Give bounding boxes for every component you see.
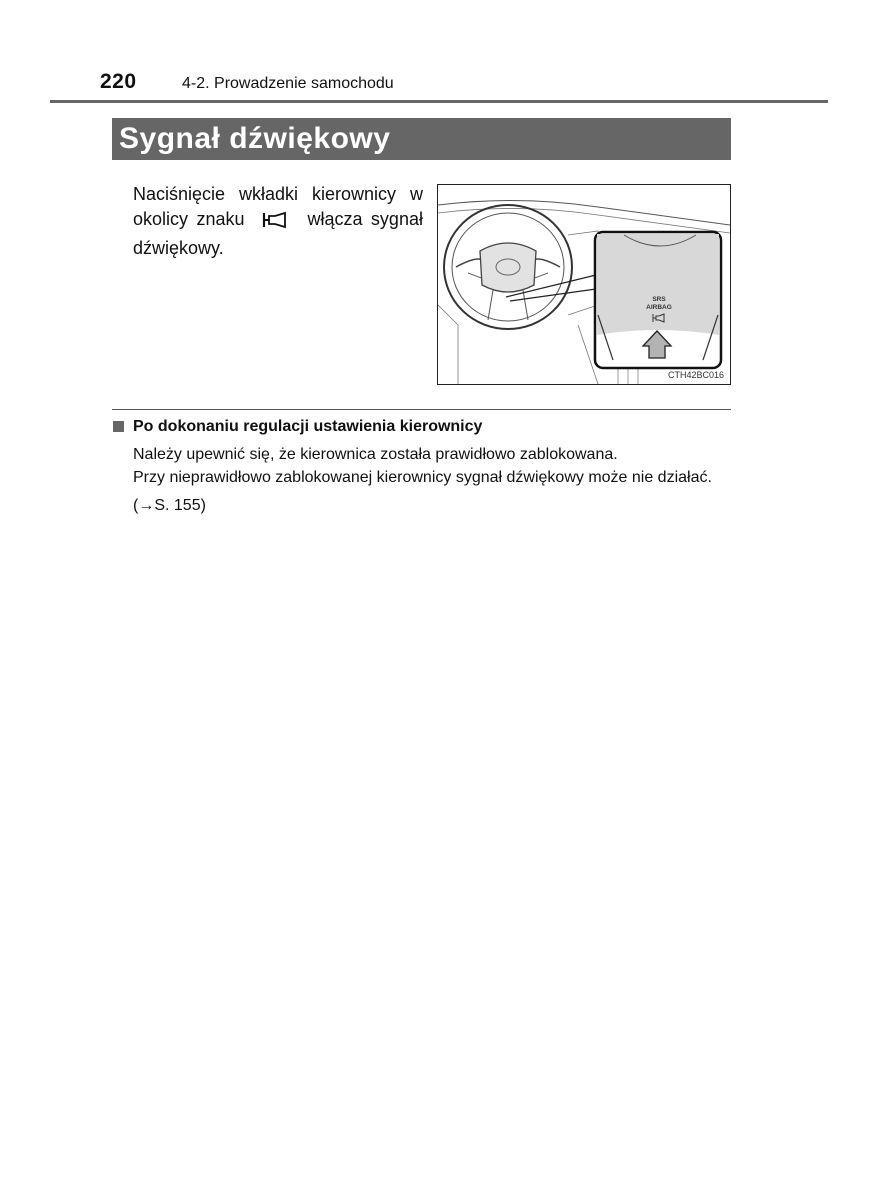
page-title: Sygnał dźwiękowy [112, 118, 731, 160]
note-line-2: Przy nieprawidłowo zablokowanej kierownicy sygnał dźwiękowy może nie działać. [133, 469, 712, 486]
srs-label: SRS [652, 296, 666, 303]
note-heading: Po dokonaniu regulacji ustawienia kierownicy [133, 418, 483, 435]
intro-paragraph [133, 182, 423, 261]
bullet-square-icon [113, 421, 124, 432]
intro-text-part1: Naciśnięcie wkładki kierownicy w okolicy znaku [133, 184, 423, 229]
intro-text-part2: włącza sygnał dźwiękowy. [133, 209, 423, 258]
section-divider [112, 409, 731, 410]
note-body [133, 443, 753, 517]
header-divider [50, 100, 828, 103]
page-number: 220 [100, 70, 137, 93]
note-line-1: Należy upewnić się, że kierownica została prawidłowo zablokowana. [133, 446, 618, 463]
steering-wheel-figure [437, 184, 731, 385]
airbag-label: AIRBAG [646, 304, 672, 311]
horn-icon [261, 211, 289, 236]
figure-code: CTH42BC016 [667, 370, 724, 380]
section-reference: 4-2. Prowadzenie samochodu [182, 75, 394, 92]
page-reference: (→S. 155) [133, 497, 206, 514]
